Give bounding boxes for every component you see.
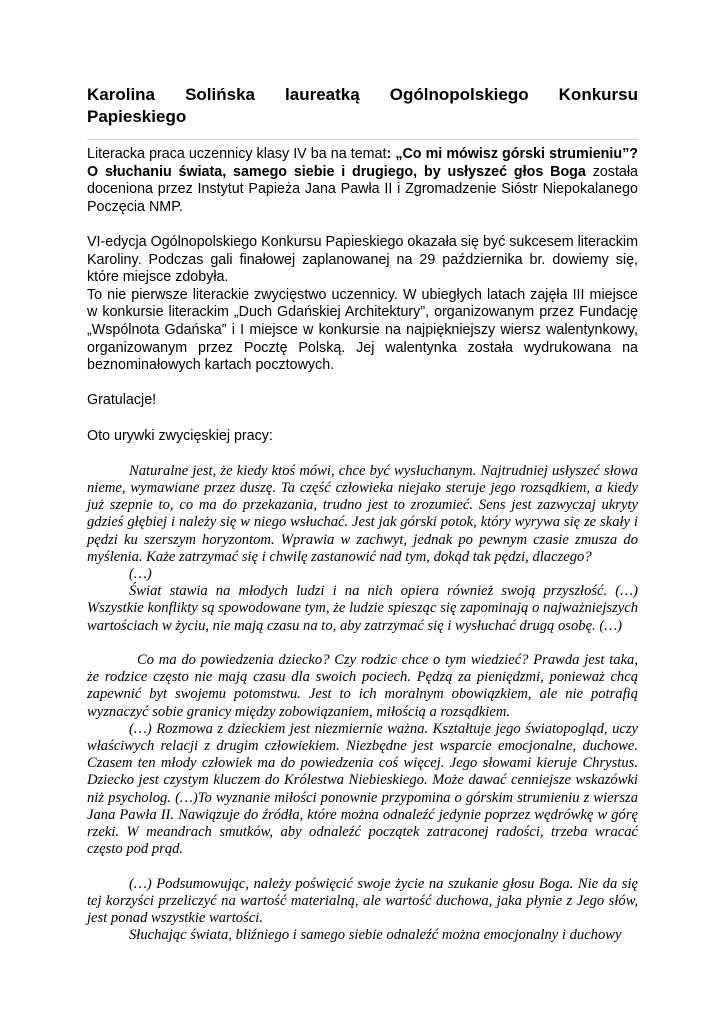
excerpts-intro: Oto urywki zwycięskiej pracy: [87,427,273,444]
article-title: Karolina Solińska laureatką Ogólnopolskiego Konkursu Papieskiego [87,85,638,126]
excerpt-paragraph-3: Co ma do powiedzenia dziecko? Czy rodzic chce o tym wiedzieć? Prawda jest taka, że rodzice często nie mają czasu dla swoich pociech. Pędzą za pieniędzmi, ponieważ chcą zapewnić byt swojemu potomstwu. Jest to ich moralnym obowiązkiem, ale nie potrafią wyznaczyć sobie granicy między zobowiązaniem, miłością a rozsądkiem. [87,651,638,720]
excerpt-ellipsis: (…) [129,565,152,582]
spacer [87,445,638,463]
spacer [87,410,638,428]
success-paragraph: VI-edycja Ogólnopolskiego Konkursu Papieskiego okazała się być sukcesem literackim Karoliny. Podczas gali finałowej zaplanowanej na 29 października br. dowiemy się, które miejsce zdobyła. [87,233,638,286]
competition-topic: : „Co mi mówisz górski strumieniu”? O słuchaniu świata, samego siebie i drugiego, by usłyszeć głos Boga [87,146,638,180]
spacer [87,858,638,875]
previous-wins-paragraph: To nie pierwsze literackie zwycięstwo uczennicy. W ubiegłych latach zajęła III miejsce w konkursie literackim „Duch Gdańskiej Architektury”, organizowanym przez Fundację „Wspólnota Gdańska” i I miejsce w konkursie na najpiękniejszy wiersz walentynkowy, organizowanym przez Pocztę Polską. Jej walentynka została wydrukowana na beznominałowych kartach pocztowych. [87,286,638,374]
title-divider [87,139,638,140]
spacer [87,375,638,393]
excerpt-paragraph-1: Naturalne jest, że kiedy ktoś mówi, chce być wysłuchanym. Najtrudniej usłyszeć słowa nieme, wymawiane przez duszę. Ta część człowieka niejako steruje jego rozsądkiem, a kiedy już szepnie to, co ma do przekazania, trudno jest to zrozumieć. Sens jest zazwyczaj ukryty gdzieś głębiej i należy się w niego wsłuchać. Jest jak górski potok, który wyrywa się ze skały i pędzi ku szerszym horyzontom. Wprawia w zachwyt, jednak po pewnym czasie zmusza do myślenia. Każe zatrzymać się i chwilę zastanowić nad tym, dokąd tak pędzi, dlaczego? [87,462,638,565]
intro-suffix: została doceniona przez Instytut Papieża Jana Pawła II i Zgromadzenie Sióstr Niepokalanego Poczęcia NMP. [87,163,638,215]
excerpt-paragraph-2: Świat stawia na młodych ludzi i na nich opiera również swoją przyszłość. (…) Wszystkie konflikty są spowodowane tym, że ludzie spiesząc się zapominają o najważniejszych wartościach w życiu, nie mają czasu na to, aby zatrzymać się i wysłuchać drugą osobę. (…) [87,583,638,634]
intro-paragraph [87,146,638,216]
article [87,84,638,944]
excerpt-paragraph-5: (…) Podsumowując, należy poświęcić swoje życie na szukanie głosu Boga. Nie da się tej korzyści przeliczyć na wartość materialną, ale wartość duchowa, jaka płynie z Jego słów, jest ponad wszystkie wartości. [87,875,638,926]
spacer [87,635,638,652]
excerpt-paragraph-6: Słuchając świata, bliźniego i samego siebie odnaleźć można emocjonalny i duchowy [129,927,622,944]
congratulations: Gratulacje! [87,392,157,409]
intro-prefix: Literacka praca uczennicy klasy IV ba na temat [87,146,387,162]
spacer [87,216,638,234]
excerpt-paragraph-4: (…) Rozmowa z dzieckiem jest niezmiernie ważna. Kształtuje jego światopogląd, uczy właściwych relacji z drugim człowiekiem. Niezbędne jest wsparcie emocjonalne, duchowe. Czasem ten młody człowiek ma do powiedzenia coś więcej. Jego słowami kieruje Chrystus. Dziecko jest czystym kluczem do Królestwa Niebieskiego. Może dawać cenniejsze wskazówki niż psycholog. (…)To wyznanie miłości ponownie przypomina o górskim strumieniu z wiersza Jana Pawła II. Nawiązuje do źródła, które można odnaleźć jedynie poprzez wędrówkę w górę rzeki. W meandrach smutków, aby odnaleźć początek zatraconej radości, trzeba wracać często pod prąd. [87,720,638,858]
